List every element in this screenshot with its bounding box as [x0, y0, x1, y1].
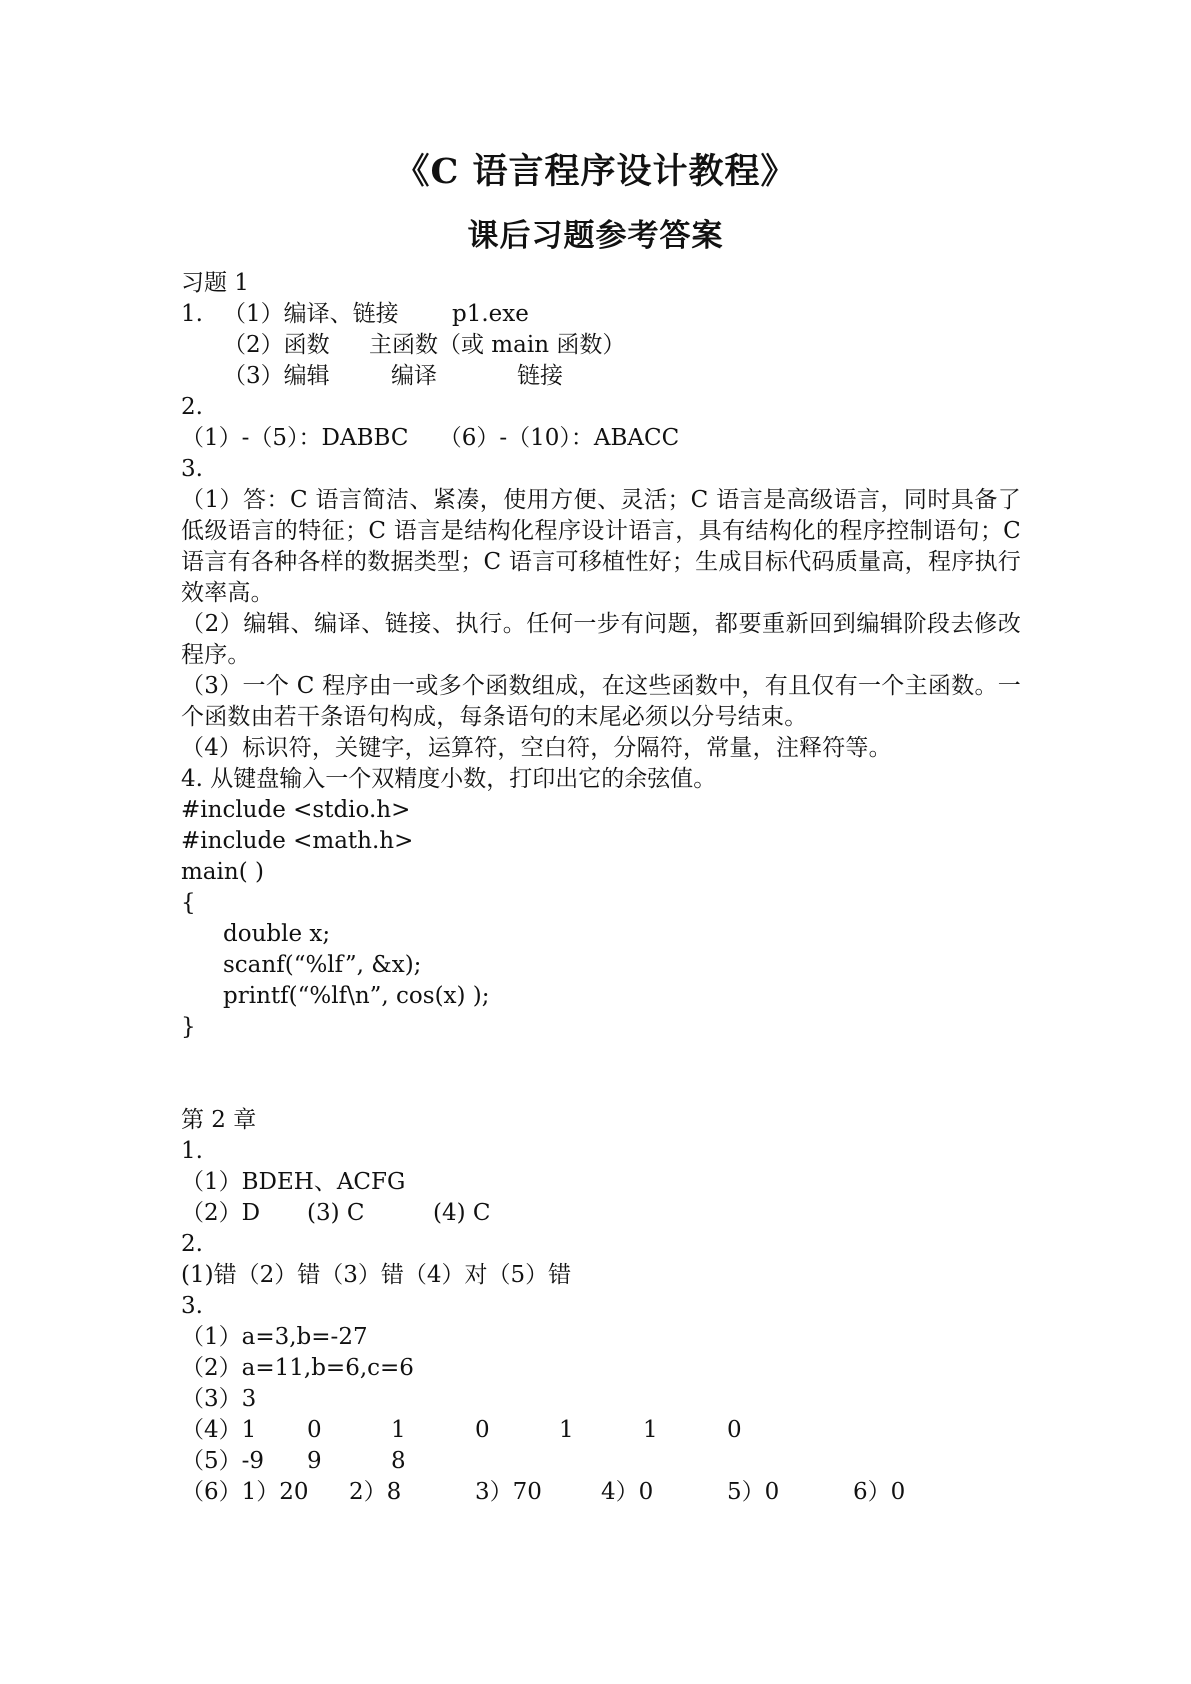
ch2-q1-answer-3: (3) C [307, 1200, 365, 1226]
ch2-q2-answers: (1)错（2）错（3）错（4）对（5）错 [181, 1262, 572, 1288]
ch2-q3-row-6 [181, 1477, 1021, 1508]
ch2-q3-r6-cell: 4）0 [601, 1479, 654, 1505]
code-line: #include <math.h> [181, 828, 414, 854]
ch2-q3-r5-cell: （5）-9 [181, 1448, 265, 1474]
q1-answer-1b: p1.exe [452, 301, 529, 327]
q3-label: 3. [181, 456, 203, 482]
ch2-q3-r4-cell: 1 [643, 1417, 658, 1443]
q1-answer-1a: （1）编译、链接 [223, 301, 399, 327]
q3-answer-2: （2）编辑、编译、链接、执行。任何一步有问题，都要重新回到编辑阶段去修改程序。 [181, 611, 1021, 668]
ch2-q3-r4-cell: 1 [559, 1417, 574, 1443]
ch2-q1-label: 1. [181, 1138, 203, 1164]
document-title: 《C 语言程序设计教程》 [394, 151, 797, 192]
ch2-q3-r6-cell: （6）1）20 [181, 1479, 309, 1505]
ch2-q3-r6-cell: 2）8 [349, 1479, 402, 1505]
ch2-q3-answer-1: （1）a=3,b=-27 [181, 1324, 368, 1350]
section-spacer [181, 1043, 1021, 1105]
ch2-q3-r4-cell: 0 [475, 1417, 490, 1443]
ch2-q3-r4-cell: （4）1 [181, 1417, 257, 1443]
document-body [181, 268, 1021, 1508]
q1-row-3 [181, 361, 1021, 392]
ch2-q3-r4-cell: 1 [391, 1417, 406, 1443]
code-line: main( ) [181, 859, 264, 885]
ch2-q1-answer-2: （2）D [181, 1200, 261, 1226]
ch2-q3-answer-3: （3）3 [181, 1386, 257, 1412]
ch2-q3-r4-cell: 0 [727, 1417, 742, 1443]
q1-answer-2b: 主函数（或 main 函数） [369, 332, 626, 358]
ch2-q3-r5-cell: 8 [391, 1448, 406, 1474]
code-line: scanf(“%lf”, &x); [223, 952, 422, 978]
code-line: double x; [223, 921, 331, 947]
q3-answer-3: （3）一个 C 程序由一或多个函数组成，在这些函数中，有且仅有一个主函数。一个函数由若干条语句构成，每条语句的末尾必须以分号结束。 [181, 673, 1021, 730]
ch2-q3-row-5 [181, 1446, 1021, 1477]
ch2-q3-r5-cell: 9 [307, 1448, 322, 1474]
document-subtitle: 课后习题参考答案 [467, 218, 724, 254]
ch2-q3-label: 3. [181, 1293, 203, 1319]
code-line: #include <stdio.h> [181, 797, 411, 823]
ch2-q1-answer-1: （1）BDEH、ACFG [181, 1169, 406, 1195]
ch2-q3-r6-cell: 3）70 [475, 1479, 542, 1505]
q4-label: 4. 从键盘输入一个双精度小数，打印出它的余弦值。 [181, 766, 717, 792]
q1-label: 1. [181, 301, 203, 327]
code-line: { [181, 890, 196, 916]
q1-answer-3b: 编译 [391, 363, 437, 389]
q2-answers: （1）-（5）：DABBC （6）-（10）：ABACC [181, 425, 680, 451]
q1-row-1 [181, 299, 1021, 330]
q3-answer-1: （1）答：C 语言简洁、紧凑，使用方便、灵活；C 语言是高级语言，同时具备了低级语言的特征；C 语言是结构化程序设计语言，具有结构化的程序控制语句；C 语言有各种各样的数据类型；C 语言可移植性好；生成目标代码质量高，程序执行效率高。 [181, 487, 1021, 606]
ch2-q3-row-4 [181, 1415, 1021, 1446]
q1-row-2 [181, 330, 1021, 361]
ch2-q3-r6-cell: 5）0 [727, 1479, 780, 1505]
q2-label: 2. [181, 394, 203, 420]
ch2-q2-label: 2. [181, 1231, 203, 1257]
ch2-q1-row-2 [181, 1198, 1021, 1229]
q1-answer-2a: （2）函数 [223, 332, 330, 358]
code-line: printf(“%lf\n”, cos(x) ); [223, 983, 490, 1009]
ch2-q3-answer-2: （2）a=11,b=6,c=6 [181, 1355, 414, 1381]
ch2-q3-r6-cell: 6）0 [853, 1479, 906, 1505]
q3-answer-4: （4）标识符，关键字，运算符，空白符，分隔符，常量，注释符等。 [181, 735, 892, 761]
q1-answer-3c: 链接 [517, 363, 563, 389]
section-heading-ch1: 习题 1 [181, 270, 249, 296]
section-heading-ch2: 第 2 章 [181, 1107, 257, 1133]
code-line: } [181, 1014, 196, 1040]
ch2-q3-r4-cell: 0 [307, 1417, 322, 1443]
ch2-q1-answer-4: (4) C [433, 1200, 491, 1226]
q1-answer-3a: （3）编辑 [223, 363, 330, 389]
